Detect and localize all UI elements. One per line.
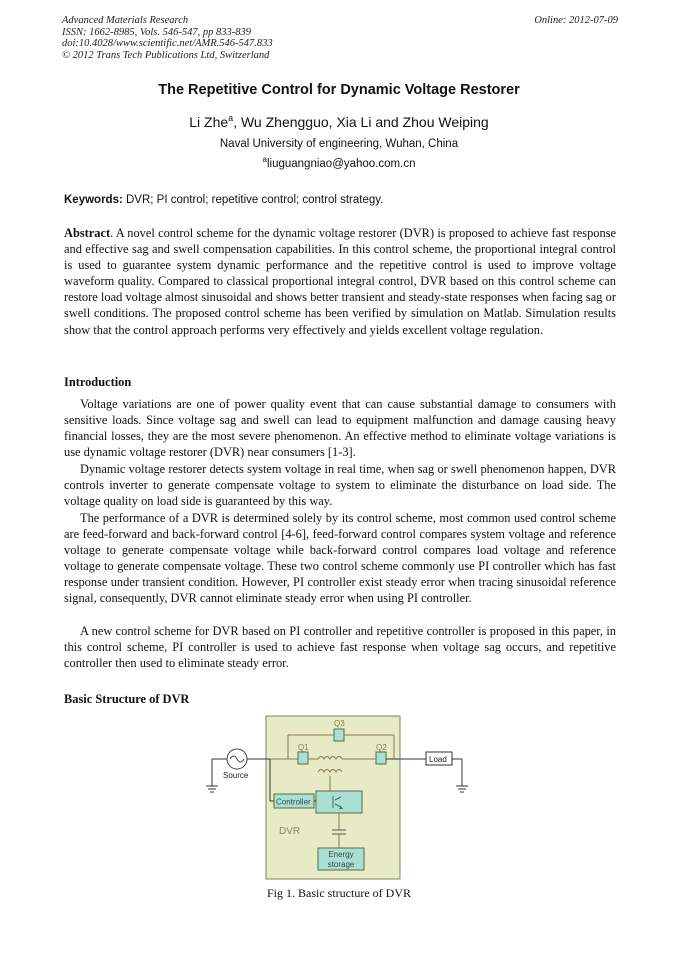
first-author-sup: a — [228, 113, 234, 123]
q3-label: Q3 — [334, 719, 345, 728]
switch-q1 — [298, 752, 308, 764]
abstract-label: Abstract — [64, 226, 111, 240]
intro-paragraph: The performance of a DVR is determined solely by its control scheme, most common used control scheme are feed-forward and back-forward control [4-6], feed-forward control compares system voltage and reference voltage to generate compensate voltage while back-forward control compares load voltage and reference voltage to generate compensate voltage. These two control scheme commonly use PI controller which has fast response under transient condition. However, PI controller exist steady error when tracing sinusoidal reference signal, consequently, DVR cannot eliminate steady error when using PI controller. — [64, 511, 616, 606]
intro-paragraph: Voltage variations are one of power quality event that can cause substantial damage to consumers with sensitive loads. Since voltage sag and swell can lead to equipment malfunction and damage causing heavy financial losses, they are the most severe phenomenon. An effective method to eliminate voltage variations is use dynamic voltage restorer (DVR) near consumers [1-3]. — [64, 397, 616, 460]
section-heading-introduction: Introduction — [64, 375, 132, 389]
author-email — [0, 155, 678, 170]
dvr-label: DVR — [279, 826, 301, 837]
keywords — [64, 194, 616, 206]
keywords-label: Keywords: — [64, 194, 123, 206]
controller-label: Controller — [276, 797, 311, 807]
affiliation: Naval University of engineering, Wuhan, China — [219, 138, 459, 150]
journal-header — [62, 15, 618, 61]
copyright-line: © 2012 Trans Tech Publications Ltd, Switzerland — [62, 49, 270, 61]
energy-storage-label-2: storage — [327, 860, 355, 869]
journal-name: Advanced Materials Research — [62, 15, 189, 26]
load-label: Load — [429, 755, 447, 764]
figure-caption: Fig 1. Basic structure of DVR — [267, 886, 411, 900]
online-date: Online: 2012-07-09 — [534, 15, 618, 26]
email-sup: a — [262, 155, 267, 164]
author-list — [0, 114, 678, 130]
intro-paragraph: A new control scheme for DVR based on PI controller and repetitive controller is proposed in this paper, in this control scheme, PI controller is used to achieve fast response when voltage sag occurs, and repetitive controller then used to eliminate steady error. — [64, 624, 616, 671]
energy-storage-label-1: Energy — [328, 850, 354, 859]
email-address: liuguangniao@yahoo.com.cn — [266, 158, 416, 170]
q2-label: Q2 — [376, 743, 387, 752]
dvr-structure-diagram — [200, 714, 480, 884]
switch-q3 — [334, 729, 344, 741]
q1-label: Q1 — [298, 743, 309, 752]
section-heading-basic-structure: Basic Structure of DVR — [64, 692, 190, 706]
other-authors: , Wu Zhengguo, Xia Li and Zhou Weiping — [233, 114, 489, 130]
source-label: Source — [223, 771, 249, 780]
first-author: Li Zhe — [189, 114, 229, 130]
abstract — [64, 225, 616, 338]
keywords-text: DVR; PI control; repetitive control; control strategy. — [122, 194, 384, 206]
intro-paragraph: Dynamic voltage restorer detects system voltage in real time, when sag or swell phenomenon happen, DVR controls inverter to generate compensate voltage to system to eliminate the disturbance on load side. The voltage quality on load side is guaranteed by this way. — [64, 462, 616, 509]
doi-line: doi:10.4028/www.scientific.net/AMR.546-547.833 — [62, 38, 273, 49]
paper-title: The Repetitive Control for Dynamic Voltage Restorer — [158, 82, 520, 98]
issn-line: ISSN: 1662-8985, Vols. 546-547, pp 833-839 — [62, 26, 251, 38]
switch-q2 — [376, 752, 386, 764]
abstract-text: . A novel control scheme for the dynamic voltage restorer (DVR) is proposed to achieve fast response and effective sag and swell compensation capabilities. In this control scheme, the proportional integral control is used to guarantee system dynamic performance and the repetitive control is used to improve voltage waveform quality. Compared to classical proportional integral control, DVR based on this control scheme can restore load voltage almost sinusoidal and shows better transient and steady-state responses when facing sag or swell conditions. The proposed control scheme has been verified by simulation on Matlab. Simulation results show that the control approach performs very effectively and yields excellent voltage regulation. — [64, 226, 616, 337]
inverter-block — [316, 791, 362, 813]
